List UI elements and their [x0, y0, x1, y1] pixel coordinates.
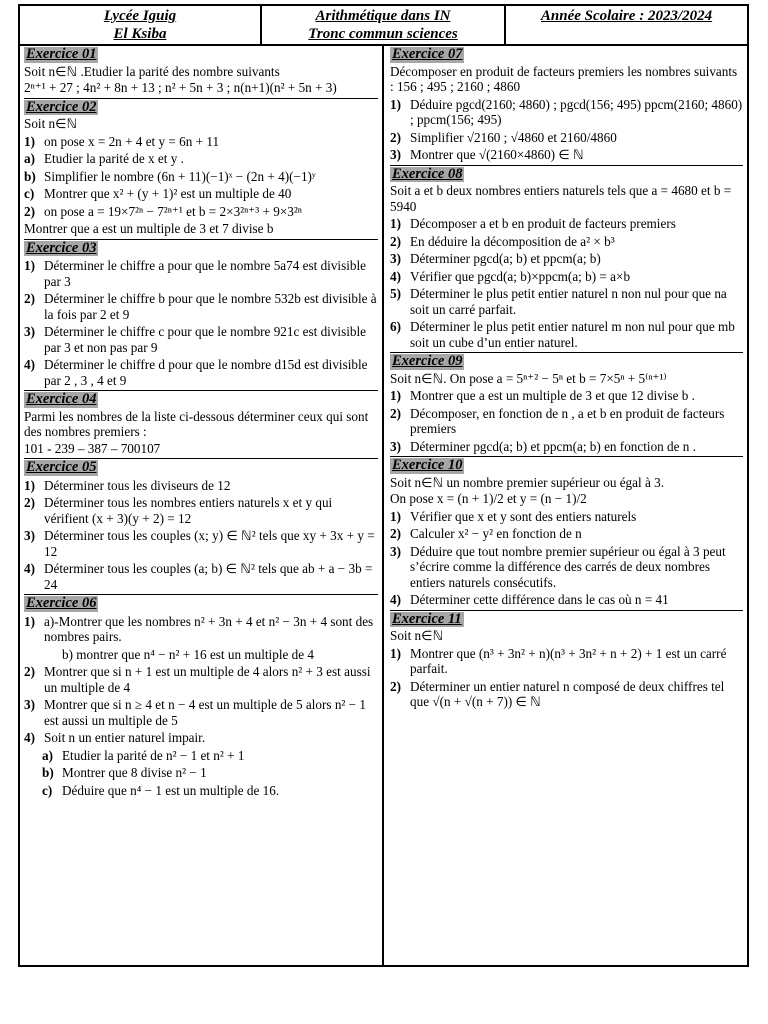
exercise-block	[24, 46, 378, 96]
question-item	[24, 647, 378, 663]
exercise-title: Exercice 03	[26, 239, 97, 256]
question-text: Déterminer le plus petit entier naturel m non nul pour que mb soit un cube d’un entier naturel.	[410, 319, 735, 350]
question-text: Montrer que si n ≥ 4 et n − 4 est un multiple de 5 alors n² − 1 est aussi un multiple de 5	[44, 697, 367, 728]
question-number: 1)	[24, 133, 35, 149]
question-item	[390, 319, 743, 350]
question-number: 2)	[24, 291, 35, 306]
question-item	[390, 97, 743, 128]
question-number: 3)	[24, 528, 35, 543]
question-number: a)	[42, 747, 53, 763]
question-text: Simplifier √2160 ; √4860 et 2160/4860	[410, 129, 617, 145]
exercise-statement: Décomposer en produit de facteurs premiers les nombres suivants : 156 ; 495 ; 2160 ; 4860	[390, 63, 738, 94]
exercise-statement: Parmi les nombres de la liste ci-dessous déterminer ceux qui sont des nombres premiers :	[24, 408, 369, 439]
question-text: Déterminer tous les couples (x; y) ∈ ℕ² tels que xy + 3x + y = 12	[44, 528, 375, 559]
question-number: 3)	[390, 438, 401, 454]
question-text: Montrer que (n³ + 3n² + n)(n³ + 3n² + n + 2) + 1 est un carré parfait.	[410, 645, 727, 676]
question-item	[24, 478, 378, 494]
exercise-title-row	[24, 46, 378, 63]
city-name: El Ksiba	[113, 26, 167, 42]
question-number: 1)	[390, 216, 401, 231]
exercise-title-row	[390, 353, 743, 370]
question-number: 2)	[390, 129, 401, 145]
exercise-block	[390, 46, 743, 163]
header	[20, 6, 747, 46]
question-number: 2)	[390, 526, 401, 541]
question-item	[390, 646, 743, 677]
question-number: 2)	[390, 405, 401, 421]
exercise-title: Exercice 02	[26, 98, 97, 115]
exercise-title: Exercice 11	[392, 610, 462, 627]
question-number: 4)	[24, 357, 35, 372]
question-item	[24, 186, 378, 202]
exercise-title-row	[24, 391, 378, 408]
question-text: En déduire la décomposition de a² × b³	[410, 233, 615, 249]
exercise-statement: Soit n∈ℕ. On pose a = 5ⁿ⁺² − 5ⁿ et b = 7×5ⁿ + 5⁽ⁿ⁺¹⁾	[390, 370, 667, 386]
question-number: 4)	[24, 730, 35, 745]
question-number: 2)	[24, 664, 35, 679]
question-item	[24, 291, 378, 322]
question-number: 1)	[390, 508, 401, 524]
question-text: Déterminer tous les couples (a; b) ∈ ℕ² tels que ab + a − 3b = 24	[44, 561, 373, 592]
question-text: Décomposer a et b en produit de facteurs premiers	[410, 216, 676, 231]
question-text: Soit n un entier naturel impair.	[44, 730, 206, 745]
question-text: Etudier la parité de n² − 1 et n² + 1	[62, 747, 245, 763]
question-text: Montrer que x² + (y + 1)² est un multiple de 40	[44, 186, 292, 201]
question-item	[24, 151, 378, 167]
school-name: Lycée Iguig	[103, 8, 177, 24]
question-item	[24, 495, 378, 526]
question-text: Déduire pgcd(2160; 4860) ; pgcd(156; 495) ppcm(2160; 4860) ; ppcm(156; 495)	[410, 96, 743, 127]
question-item	[390, 147, 743, 163]
question-item	[390, 592, 743, 608]
question-number: c)	[24, 186, 35, 201]
question-item	[24, 614, 378, 645]
header-subject	[262, 6, 506, 44]
exercise-block	[390, 456, 743, 608]
exercise-block	[390, 352, 743, 454]
question-item	[390, 130, 743, 146]
question-text: on pose x = 2n + 4 et y = 6n + 11	[44, 133, 220, 149]
question-item	[390, 269, 743, 285]
question-item	[390, 679, 743, 710]
question-text: Montrer que 8 divise n² − 1	[62, 765, 207, 780]
question-number: c)	[42, 782, 53, 798]
question-text: Montrer que √(2160×4860) ∈ ℕ	[410, 147, 584, 162]
question-text: Déterminer tous les diviseurs de 12	[44, 477, 231, 493]
header-year	[506, 6, 747, 44]
question-text: Déterminer le chiffre d pour que le nombre d15d est divisible par 2 , 3 , 4 et 9	[44, 357, 368, 388]
question-item	[24, 561, 378, 592]
exercise-statement: 2ⁿ⁺¹ + 27 ; 4n² + 8n + 13 ; n² + 5n + 3 ; n(n+1)(n² + 5n + 3)	[24, 80, 337, 95]
exercise-statement: Soit a et b deux nombres entiers naturels tels que a = 4680 et b = 5940	[390, 183, 732, 214]
question-item	[24, 204, 378, 220]
question-text: Déterminer tous les nombres entiers naturels x et y qui vérifient (x + 3)(y + 2) = 12	[44, 495, 333, 526]
exercise-block	[24, 98, 378, 237]
question-item	[24, 169, 378, 185]
question-text: b) montrer que n⁴ − n² + 16 est un multiple de 4	[62, 646, 314, 662]
question-number: 1)	[24, 613, 35, 629]
exercise-title: Exercice 10	[392, 457, 463, 473]
question-number: 1)	[390, 388, 401, 403]
question-text: Déduire que tout nombre premier supérieur ou égal à 3 peut s’écrire comme la différence des carrés de deux nombres entiers naturels consécutifs.	[410, 543, 726, 590]
question-item	[390, 251, 743, 267]
question-number: 4)	[390, 268, 401, 284]
exercise-block	[24, 390, 378, 456]
question-number: 2)	[390, 678, 401, 694]
exercise-title: Exercice 07	[392, 46, 463, 62]
question-number: 1)	[390, 96, 401, 112]
question-item	[24, 258, 378, 289]
question-text: Vérifier que pgcd(a; b)×ppcm(a; b) = a×b	[410, 268, 631, 284]
question-item	[24, 783, 378, 799]
question-number: 1)	[24, 477, 35, 493]
question-text: Déterminer pgcd(a; b) et ppcm(a; b)	[410, 251, 601, 266]
question-item	[24, 528, 378, 559]
question-item	[24, 748, 378, 764]
page-frame	[18, 4, 749, 967]
question-item	[390, 286, 743, 317]
question-number: 3)	[390, 147, 401, 162]
exercise-title-row	[24, 240, 378, 257]
question-text: Déterminer cette différence dans le cas où n = 41	[410, 592, 669, 607]
question-text: a)-Montrer que les nombres n² + 3n + 4 et n² − 3n + 4 sont des nombres pairs.	[44, 613, 374, 644]
exercise-block	[24, 458, 378, 592]
question-number: b)	[24, 168, 36, 184]
exercise-block	[390, 610, 743, 710]
exercise-statement: Soit n∈ℕ .Etudier la parité des nombre suivants	[24, 63, 280, 79]
question-number: 3)	[390, 543, 401, 559]
question-text: Déterminer le chiffre c pour que le nombre 921c est divisible par 3 et non pas par 9	[44, 324, 367, 355]
level-title: Tronc commun sciences	[308, 26, 458, 42]
question-item	[24, 664, 378, 695]
question-text: Déterminer le plus petit entier naturel n non nul pour que na soit un carré parfait.	[410, 286, 727, 317]
question-text: Montrer que si n + 1 est un multiple de 4 alors n² + 3 est aussi un multiple de 4	[44, 664, 371, 695]
question-number: 1)	[390, 645, 401, 661]
question-item	[390, 388, 743, 404]
question-item	[390, 406, 743, 437]
school-year: Année Scolaire : 2023/2024	[540, 8, 713, 24]
exercise-title-row	[390, 46, 743, 63]
exercise-title: Exercice 08	[392, 165, 463, 182]
exercise-statement: On pose x = (n + 1)/2 et y = (n − 1)/2	[390, 491, 587, 506]
question-text: Simplifier le nombre (6n + 11)(−1)ˣ − (2n + 4)(−1)ʸ	[44, 168, 316, 184]
question-text: Déterminer pgcd(a; b) et ppcm(a; b) en fonction de n .	[410, 438, 696, 454]
exercise-title-row	[24, 459, 378, 476]
right-column	[386, 46, 747, 965]
question-text: Déduire que n⁴ − 1 est un multiple de 16.	[62, 782, 280, 798]
question-number: 6)	[390, 319, 401, 334]
question-number: 2)	[24, 203, 35, 219]
question-text: Vérifier que x et y sont des entiers naturels	[410, 508, 637, 524]
exercise-title-row	[390, 166, 743, 183]
exercise-title: Exercice 04	[26, 391, 97, 407]
question-number: 3)	[390, 251, 401, 266]
question-number: 4)	[24, 561, 35, 576]
exercise-block	[24, 239, 378, 389]
exercise-title: Exercice 05	[26, 459, 97, 475]
exercise-statement: Soit n∈ℕ	[24, 116, 78, 131]
question-text: Déterminer le chiffre a pour que le nombre 5a74 est divisible par 3	[44, 258, 367, 289]
question-text: Décomposer, en fonction de n , a et b en produit de facteurs premiers	[410, 405, 725, 436]
question-item	[390, 234, 743, 250]
question-number: 1)	[24, 258, 35, 273]
question-text: Déterminer un entier naturel n composé de deux chiffres tel que √(n + √(n + 7)) ∈ ℕ	[410, 678, 725, 709]
exercise-title: Exercice 01	[26, 46, 97, 62]
question-item	[390, 439, 743, 455]
question-item	[24, 697, 378, 728]
question-number: b)	[42, 765, 54, 780]
question-item	[24, 357, 378, 388]
question-number: 2)	[390, 233, 401, 249]
header-school	[20, 6, 262, 44]
exercise-block	[24, 594, 378, 798]
left-column	[20, 46, 384, 965]
question-text: Calculer x² − y² en fonction de n	[410, 526, 582, 541]
subject-title: Arithmétique dans IN	[315, 8, 451, 24]
exercise-statement: Soit n∈ℕ un nombre premier supérieur ou égal à 3.	[390, 474, 665, 490]
question-number: 3)	[24, 697, 35, 712]
question-text: Montrer que a est un multiple de 3 et que 12 divise b .	[410, 388, 695, 403]
exercise-title-row	[24, 595, 378, 612]
question-text: Déterminer le chiffre b pour que le nombre 532b est divisible à la fois par 2 et 9	[44, 291, 377, 322]
exercise-statement: 101 - 239 – 387 – 700107	[24, 440, 161, 456]
question-item	[390, 509, 743, 525]
question-text: on pose a = 19×7²ⁿ − 7²ⁿ⁺¹ et b = 2×3²ⁿ⁺³ + 9×3²ⁿ	[44, 203, 302, 219]
question-number: 4)	[390, 592, 401, 607]
question-item	[24, 134, 378, 150]
question-number: 5)	[390, 286, 401, 301]
exercise-title: Exercice 09	[392, 353, 463, 369]
exercise-block	[390, 165, 743, 351]
question-item	[390, 526, 743, 542]
question-item	[24, 730, 378, 746]
question-number	[42, 647, 62, 663]
exercise-conclusion: Montrer que a est un multiple de 3 et 7 divise b	[24, 221, 274, 236]
exercise-title-row	[24, 99, 378, 116]
exercise-statement: Soit n∈ℕ	[390, 628, 444, 643]
exercise-title-row	[390, 611, 743, 628]
question-number: a)	[24, 151, 35, 166]
question-item	[24, 324, 378, 355]
question-text: Etudier la parité de x et y .	[44, 151, 184, 166]
question-item	[390, 544, 743, 591]
exercise-title-row	[390, 457, 743, 474]
question-number: 2)	[24, 495, 35, 510]
question-item	[24, 765, 378, 781]
question-number: 3)	[24, 324, 35, 339]
question-item	[390, 216, 743, 232]
exercise-title: Exercice 06	[26, 595, 97, 611]
